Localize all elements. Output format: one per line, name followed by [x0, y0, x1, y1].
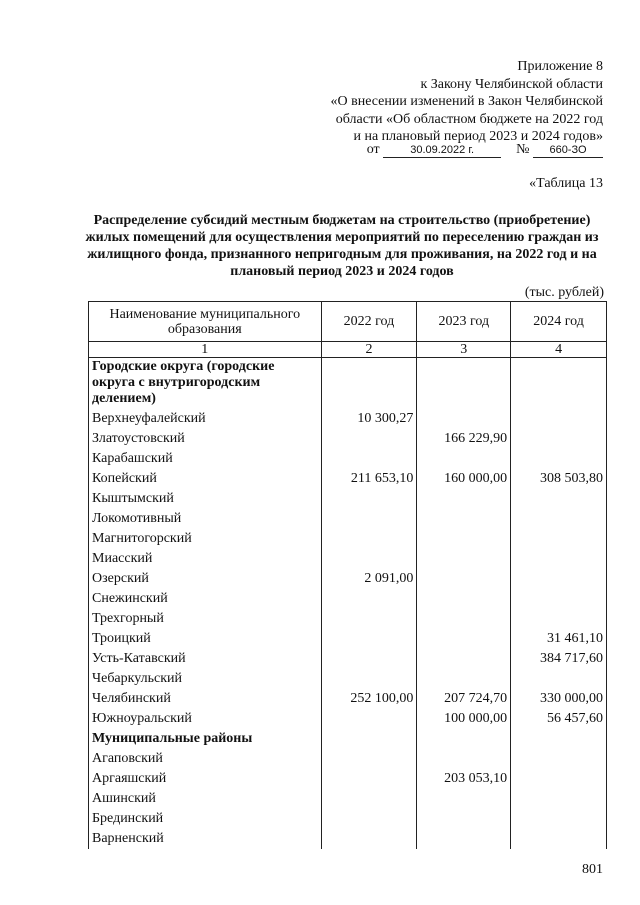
value-2024	[511, 589, 607, 609]
table-row	[89, 749, 607, 769]
table-row	[89, 489, 607, 509]
value-2024: 330 000,00	[511, 689, 607, 709]
value-2023	[417, 449, 511, 469]
value-2023	[417, 729, 511, 749]
value-2024	[511, 669, 607, 689]
municipality-name: Городские округа (городские округа с внутригородским делением)	[89, 358, 322, 410]
municipality-name: Карабашский	[89, 449, 322, 469]
column-number-row	[89, 342, 607, 358]
municipality-name: Копейский	[89, 469, 322, 489]
value-2024	[511, 829, 607, 849]
value-2023	[417, 589, 511, 609]
municipality-name: Миасский	[89, 549, 322, 569]
table-row	[89, 529, 607, 549]
value-2024	[511, 429, 607, 449]
value-2024: 31 461,10	[511, 629, 607, 649]
value-2022	[321, 669, 417, 689]
table-row	[89, 769, 607, 789]
value-2024	[511, 749, 607, 769]
from-label: от	[366, 142, 380, 157]
municipality-name: Магнитогорский	[89, 529, 322, 549]
table-row	[89, 689, 607, 709]
value-2024	[511, 409, 607, 429]
table-header-row	[89, 302, 607, 342]
municipality-name: Озерский	[89, 569, 322, 589]
municipality-name: Чебаркульский	[89, 669, 322, 689]
column-header-2024: 2024 год	[511, 302, 607, 342]
value-2022	[321, 709, 417, 729]
value-2023	[417, 549, 511, 569]
table-row	[89, 589, 607, 609]
value-2022	[321, 429, 417, 449]
value-2023	[417, 529, 511, 549]
value-2022	[321, 549, 417, 569]
value-2022	[321, 489, 417, 509]
table-row	[89, 629, 607, 649]
law-date-number-line	[367, 142, 603, 158]
value-2024	[511, 569, 607, 589]
value-2024: 56 457,60	[511, 709, 607, 729]
column-number: 4	[511, 342, 607, 358]
municipality-name: Снежинский	[89, 589, 322, 609]
value-2024	[511, 789, 607, 809]
annex-line: области «Об областном бюджете на 2022 год	[335, 111, 603, 127]
value-2023: 100 000,00	[417, 709, 511, 729]
value-2023	[417, 609, 511, 629]
table-row	[89, 649, 607, 669]
value-2023	[417, 669, 511, 689]
table-row	[89, 549, 607, 569]
column-header-2022: 2022 год	[321, 302, 417, 342]
municipality-name: Брединский	[89, 809, 322, 829]
table-row	[89, 409, 607, 429]
value-2022: 2 091,00	[321, 569, 417, 589]
value-2022: 252 100,00	[321, 689, 417, 709]
table-row	[89, 569, 607, 589]
table-body	[89, 342, 607, 850]
value-2022	[321, 649, 417, 669]
municipality-name: Ашинский	[89, 789, 322, 809]
value-2024	[511, 609, 607, 629]
municipality-name: Верхнеуфалейский	[89, 409, 322, 429]
value-2024	[511, 358, 607, 410]
municipality-name: Златоустовский	[89, 429, 322, 449]
column-header-2023: 2023 год	[417, 302, 511, 342]
column-number: 1	[89, 342, 322, 358]
annex-header	[273, 58, 603, 146]
municipality-name: Кыштымский	[89, 489, 322, 509]
table-row	[89, 509, 607, 529]
value-2023	[417, 829, 511, 849]
table-row	[89, 809, 607, 829]
value-2024	[511, 549, 607, 569]
value-2022	[321, 789, 417, 809]
table-group-row	[89, 358, 607, 410]
value-2024	[511, 529, 607, 549]
municipality-name: Челябинский	[89, 689, 322, 709]
value-2022	[321, 809, 417, 829]
value-2022	[321, 529, 417, 549]
municipality-name: Агаповский	[89, 749, 322, 769]
value-2022	[321, 829, 417, 849]
municipality-name: Усть-Катавский	[89, 649, 322, 669]
annex-line: Приложение 8	[517, 59, 603, 74]
value-2023: 203 053,10	[417, 769, 511, 789]
municipality-name: Варненский	[89, 829, 322, 849]
value-2022	[321, 769, 417, 789]
table-number: «Таблица 13	[529, 176, 603, 191]
unit-label: (тыс. рублей)	[524, 285, 604, 300]
municipality-name: Южноуральский	[89, 709, 322, 729]
value-2023	[417, 358, 511, 410]
number-label: №	[516, 142, 530, 157]
value-2023	[417, 789, 511, 809]
value-2023	[417, 749, 511, 769]
table-row	[89, 429, 607, 449]
value-2024: 308 503,80	[511, 469, 607, 489]
law-number: 660-ЗО	[533, 144, 603, 158]
value-2023	[417, 409, 511, 429]
table-row	[89, 789, 607, 809]
value-2022	[321, 509, 417, 529]
table-row	[89, 609, 607, 629]
value-2023	[417, 809, 511, 829]
table-row	[89, 829, 607, 849]
value-2022	[321, 449, 417, 469]
table-row	[89, 469, 607, 489]
value-2023: 166 229,90	[417, 429, 511, 449]
municipality-name: Муниципальные районы	[89, 729, 322, 749]
municipality-name: Локомотивный	[89, 509, 322, 529]
annex-line: «О внесении изменений в Закон Челябинской	[330, 94, 603, 109]
value-2023	[417, 649, 511, 669]
page-number: 801	[582, 862, 603, 877]
value-2024	[511, 489, 607, 509]
value-2022	[321, 629, 417, 649]
municipality-name: Аргаяшский	[89, 769, 322, 789]
value-2023	[417, 489, 511, 509]
value-2023	[417, 509, 511, 529]
value-2023	[417, 629, 511, 649]
value-2022: 10 300,27	[321, 409, 417, 429]
value-2024	[511, 769, 607, 789]
column-number: 2	[321, 342, 417, 358]
value-2022: 211 653,10	[321, 469, 417, 489]
law-date: 30.09.2022 г.	[383, 144, 501, 158]
table-row	[89, 669, 607, 689]
table-row	[89, 709, 607, 729]
annex-line: и на плановый период 2023 и 2024 годов»	[353, 129, 603, 144]
value-2022	[321, 609, 417, 629]
annex-line: к Закону Челябинской области	[420, 76, 603, 92]
table-row	[89, 449, 607, 469]
column-header-name: Наименование муниципального образования	[89, 302, 322, 342]
value-2022	[321, 729, 417, 749]
value-2024	[511, 449, 607, 469]
value-2024	[511, 509, 607, 529]
value-2023: 160 000,00	[417, 469, 511, 489]
column-number: 3	[417, 342, 511, 358]
value-2023	[417, 569, 511, 589]
document-title: Распределение субсидий местным бюджетам на строительство (приобретение) жилых помещений для осуществления мероприятий по переселению граждан из жилищного фонда, признанного непригодным для проживания, на 2022 год и на плановый период 2023 и 2024 годов	[85, 213, 599, 279]
municipality-name: Трехгорный	[89, 609, 322, 629]
value-2023: 207 724,70	[417, 689, 511, 709]
value-2022	[321, 358, 417, 410]
municipality-name: Троицкий	[89, 629, 322, 649]
table-group-row	[89, 729, 607, 749]
value-2022	[321, 749, 417, 769]
value-2024	[511, 809, 607, 829]
value-2024: 384 717,60	[511, 649, 607, 669]
value-2022	[321, 589, 417, 609]
value-2024	[511, 729, 607, 749]
subsidy-table	[88, 301, 607, 849]
